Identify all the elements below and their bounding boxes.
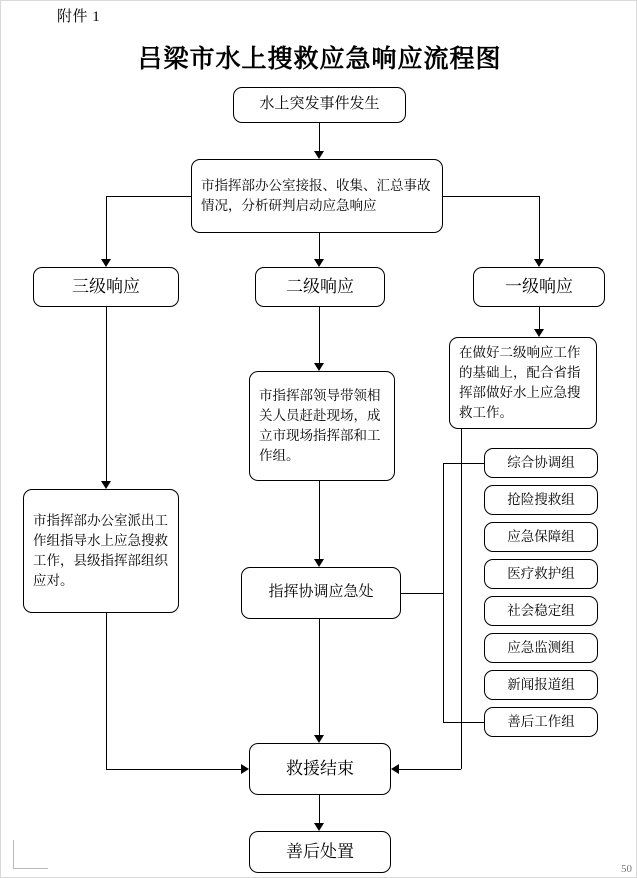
page-number: 50 [621, 863, 632, 875]
node-group-1[interactable]: 综合协调组 [484, 448, 598, 478]
arrow-incident-to-office [314, 151, 324, 159]
node-level2-detail[interactable]: 市指挥部领导带领相关人员赶赴现场，成立市现场指挥部和工作组。 [249, 371, 395, 481]
arrow-end-to-aftermath [314, 823, 324, 831]
connector-level1-to-detail [539, 307, 540, 329]
arrow-level1-to-detail [534, 329, 544, 337]
page-corner-mark [13, 840, 48, 869]
node-group-5[interactable]: 社会稳定组 [484, 596, 598, 626]
arrow-left-to-end [241, 764, 249, 774]
node-office-receive[interactable]: 市指挥部办公室接报、收集、汇总事故情况，分析研判启动应急响应 [191, 159, 443, 233]
node-group-8[interactable]: 善后工作组 [484, 707, 598, 737]
connector-level1detail-to-end [461, 429, 462, 769]
connector-command-to-brace [401, 593, 443, 594]
node-level3[interactable]: 三级响应 [33, 267, 179, 307]
brace-vertical [443, 463, 444, 723]
arrow-level2-to-detail [314, 363, 324, 371]
node-incident[interactable]: 水上突发事件发生 [233, 87, 406, 123]
connector-office-down [319, 233, 320, 259]
node-aftermath[interactable]: 善后处置 [249, 831, 391, 873]
arrow-level3-to-detail [101, 481, 111, 489]
connector-office-left [106, 196, 192, 197]
connector-incident-to-office [319, 123, 320, 151]
connector-level3detail-to-end [106, 613, 107, 769]
connector-level2-to-detail [319, 307, 320, 363]
connector-left-to-end [106, 769, 241, 770]
node-group-4[interactable]: 医疗救护组 [484, 559, 598, 589]
attachment-label: 附件 1 [57, 9, 101, 25]
node-level3-detail[interactable]: 市指挥部办公室派出工作组指导水上应急搜救工作，县级指挥部组织应对。 [23, 489, 179, 613]
brace-bottom-stub [443, 722, 484, 723]
arrow-right-to-end [391, 764, 399, 774]
node-group-2[interactable]: 抢险搜救组 [484, 485, 598, 515]
connector-level3-to-detail [106, 307, 107, 481]
arrow-to-level1 [534, 259, 544, 267]
page-title: 吕梁市水上搜救应急响应流程图 [137, 46, 502, 73]
connector-detail-to-command [319, 481, 320, 559]
brace-top-stub [443, 463, 484, 464]
node-group-6[interactable]: 应急监测组 [484, 633, 598, 663]
node-level1[interactable]: 一级响应 [473, 267, 605, 307]
connector-right-down [539, 196, 540, 259]
arrow-office-to-level2 [314, 259, 324, 267]
node-command-coordination[interactable]: 指挥协调应急处 [241, 567, 401, 619]
connector-end-to-aftermath [319, 795, 320, 823]
node-rescue-end[interactable]: 救援结束 [249, 743, 391, 795]
connector-command-to-end [319, 619, 320, 735]
node-group-7[interactable]: 新闻报道组 [484, 670, 598, 700]
node-level2[interactable]: 二级响应 [255, 267, 385, 307]
connector-left-down [106, 196, 107, 259]
node-level1-detail[interactable]: 在做好二级响应工作的基础上，配合省指挥部做好水上应急搜救工作。 [449, 337, 597, 429]
node-group-3[interactable]: 应急保障组 [484, 522, 598, 552]
connector-right-to-end [399, 769, 461, 770]
connector-office-right [443, 196, 539, 197]
arrow-command-to-end [314, 735, 324, 743]
arrow-detail-to-command [314, 559, 324, 567]
arrow-to-level3 [101, 259, 111, 267]
